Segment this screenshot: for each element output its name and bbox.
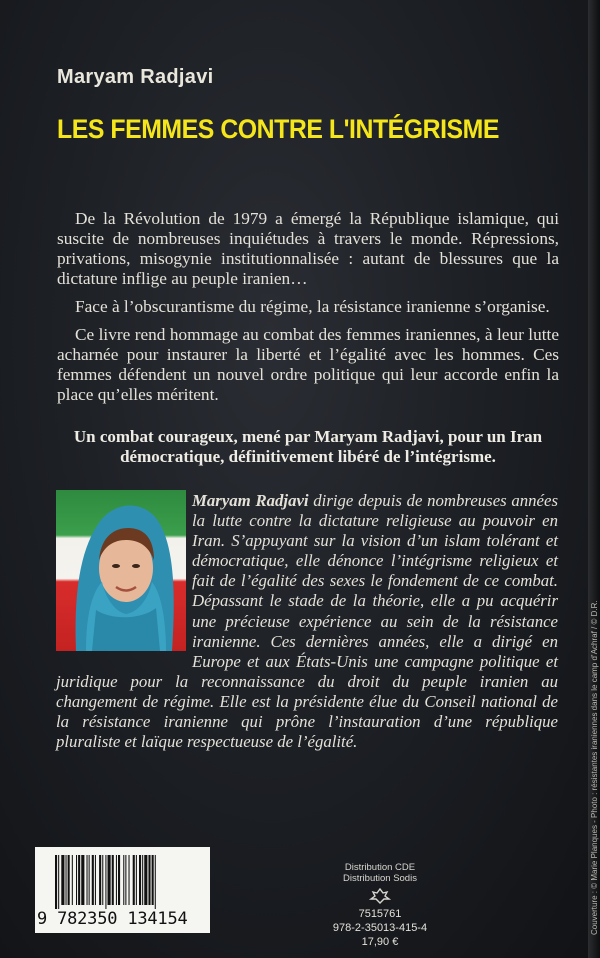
reference-number: 7515761 <box>358 908 402 920</box>
barcode-bar <box>125 855 126 905</box>
barcode-bar <box>58 855 59 909</box>
barcode-bar <box>92 855 94 905</box>
distribution-line-1: Distribution CDE <box>344 862 416 873</box>
barcode-bar <box>99 855 101 905</box>
barcode-bar <box>112 855 114 905</box>
bio-author-name: Maryam Radjavi <box>192 491 309 510</box>
barcode-bar <box>78 855 80 905</box>
barcode-bar <box>152 855 154 905</box>
barcode-bar <box>139 855 141 905</box>
blurb-paragraph-2: Face à l’obscurantisme du régime, la résistance iranienne s’organise. <box>75 297 550 316</box>
distribution-line-2: Distribution Sodis <box>343 873 417 884</box>
barcode-bar <box>68 855 70 905</box>
barcode-bar <box>87 855 88 905</box>
distribution-info <box>300 862 460 884</box>
barcode-bar <box>81 855 84 905</box>
photo-spacer <box>56 491 192 655</box>
barcode-bar <box>105 855 106 909</box>
blurb-paragraph-3: Ce livre rend hommage au combat des femmes iraniennes, à leur lutte acharnée pour instaurer la liberté et l’égalité avec les hommes. Ces femmes défendent un nouvel ordre politique qui leur accorde enfin la place qu’elles méritent. <box>57 325 559 404</box>
barcode-bar <box>133 855 135 905</box>
barcode-bar <box>72 855 73 905</box>
blurb <box>57 209 559 413</box>
author-bio <box>56 491 558 752</box>
barcode-bar <box>148 855 150 905</box>
publisher-logo-icon <box>369 888 391 904</box>
barcode-bar <box>142 855 143 905</box>
bio-text: dirige depuis de nombreuses années la lutte contre la dictature religieuse au pouvoir en Iran. S’appuyant sur la vision d’un islam tolérant et démocratique, elle dénonce l’intégrisme religieux et fait de l’égalité des sexes le fondement de ce combat. Dépassant le stade de la théorie, elle a pu acquérir une précieuse expérience au sein de la résistance iranienne. Ces dernières années, elle a dirigé en Europe et aux États-Unis une campagne politique et juridique pour la reconnaissance du droit du peuple iranien au changement de régime. Elle est la présidente élue du Conseil national de la résistance iranienne qui prône l’instauration d’une république pluraliste et laïque respectueuse de l’égalité. <box>56 491 558 752</box>
barcode-bar <box>61 855 64 905</box>
tagline: Un combat courageux, mené par Maryam Radjavi, pour un Iran démocratique, définitivement libéré de l’intégrisme. <box>73 427 543 466</box>
barcode-bar <box>144 855 147 905</box>
isbn-number: 978-2-35013-415-4 <box>332 922 428 934</box>
barcode-bar <box>118 855 120 905</box>
isbn-barcode <box>35 847 210 933</box>
barcode-bar <box>102 855 103 905</box>
barcode-bar <box>136 855 137 905</box>
barcode-bar <box>66 855 67 905</box>
cover-credit-text: Couverture : © Marie Planques - Photo : résistantes iraniennes dans le camp d’Achraf / © D.R. <box>590 600 599 935</box>
barcode-bar <box>108 855 111 905</box>
barcode-bar <box>89 855 90 905</box>
price: 17,90 € <box>361 936 399 948</box>
barcode-bar <box>123 855 124 905</box>
author-name: Maryam Radjavi <box>57 66 214 88</box>
barcode-bar <box>95 855 96 905</box>
barcode-bar <box>155 855 156 909</box>
barcode-bar <box>116 855 117 905</box>
blurb-paragraph-1: De la Révolution de 1979 a émergé la République islamique, qui suscite de nombreuses inquiétudes à travers le monde. Répressions, privations, misogynie institutionnalisée : autant de blessures que la dictature inflige au peuple iranien… <box>57 209 559 288</box>
barcode-digits: 9 782350 134154 <box>37 909 188 929</box>
barcode-bars <box>35 847 210 909</box>
barcode-bar <box>76 855 77 905</box>
reference-codes <box>300 907 460 949</box>
barcode-bar <box>55 855 57 909</box>
book-title: LES FEMMES CONTRE L'INTÉGRISME <box>57 114 500 144</box>
barcode-bar <box>129 855 130 905</box>
